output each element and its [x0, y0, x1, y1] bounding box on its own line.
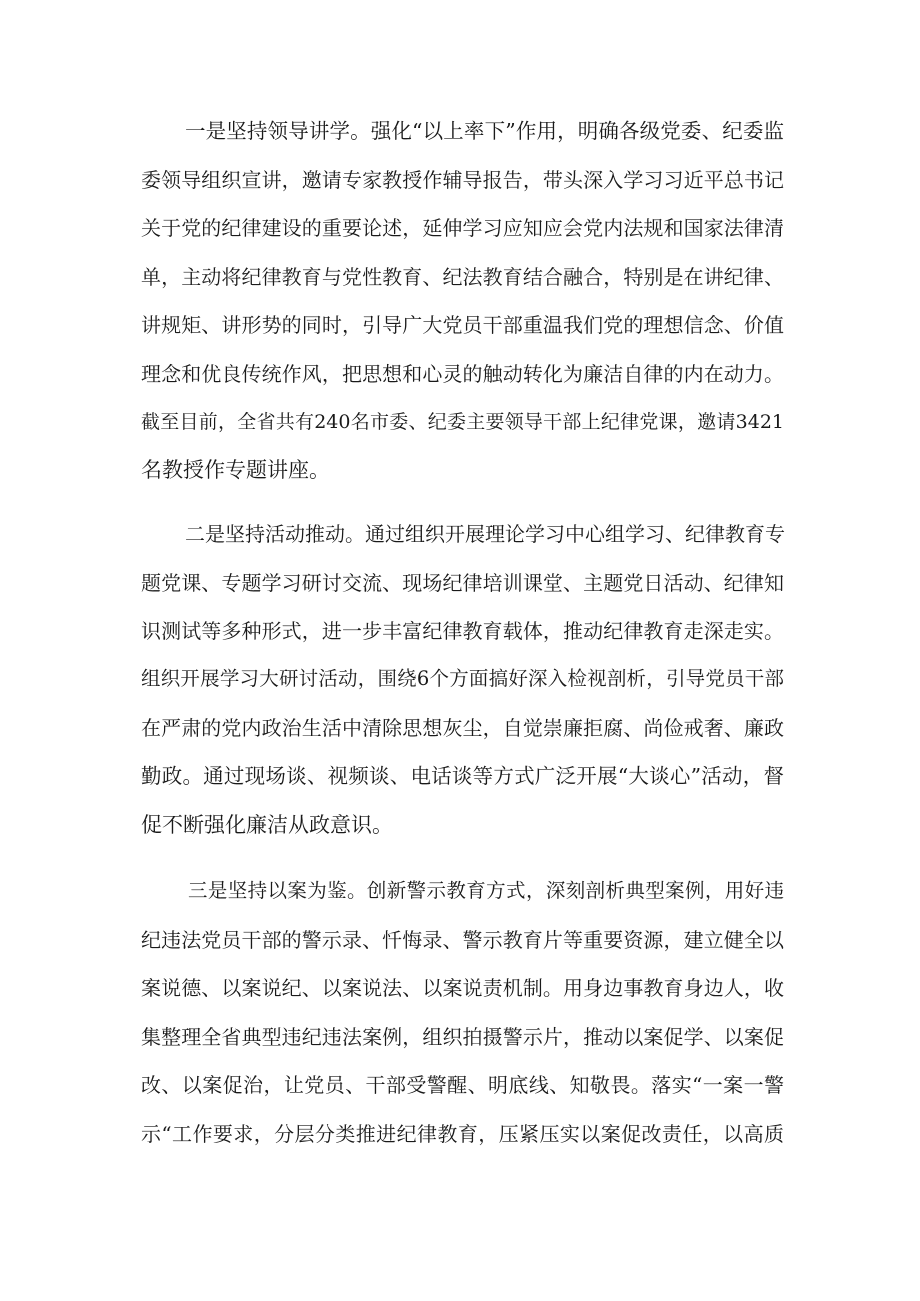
paragraph-line: 识测试等多种形式，进一步丰富纪律教育载体，推动纪律教育走深走实。 [141, 619, 784, 643]
paragraph-line: 组织开展学习大研讨活动，围绕6个方面搞好深入检视剖析，引导党员干部 [141, 667, 784, 690]
paragraph-line: 截至目前，全省共有240名市委、纪委主要领导干部上纪律党课，邀请3421 [141, 411, 784, 433]
paragraph-line: 示“工作要求，分层分类推进纪律教育，压紧压实以案促改责任，以高质 [141, 1122, 784, 1146]
paragraph-line: 二是坚持活动推动。通过组织开展理论学习中心组学习、纪律教育专 [185, 522, 785, 546]
paragraph-line: 促不断强化廉洁从政意识。 [141, 813, 393, 837]
paragraph-line: 名教授作专题讲座。 [141, 458, 330, 482]
paragraph-line: 委领导组织宣讲，邀请专家教授作辅导报告，带头深入学习习近平总书记 [141, 168, 784, 192]
paragraph-line: 改、以案促治，让党员、干部受警醒、明底线、知敬畏。落实“一案一警 [141, 1073, 784, 1097]
paragraph-line: 讲规矩、讲形势的同时，引导广大党员干部重温我们党的理想信念、价值 [141, 313, 784, 337]
paragraph-line: 三是坚持以案为鉴。创新警示教育方式，深刻剖析典型案例，用好违 [188, 879, 784, 902]
paragraph-line: 案说德、以案说纪、以案说法、以案说责机制。用身边事教育身边人，收 [141, 976, 784, 1000]
paragraph-line: 关于党的纪律建设的重要论述，延伸学习应知应会党内法规和国家法律清 [141, 216, 784, 240]
paragraph-line: 在严肃的党内政治生活中清除思想灰尘，自觉崇廉拒腐、尚俭戒奢、廉政 [141, 716, 784, 740]
paragraph-line: 理念和优良传统作风，把思想和心灵的触动转化为廉洁自律的内在动力。 [141, 362, 784, 386]
paragraph-line: 一是坚持领导讲学。强化“以上率下”作用，明确各级党委、纪委监 [185, 119, 784, 143]
paragraph-line: 集整理全省典型违纪违法案例，组织拍摄警示片，推动以案促学、以案促 [141, 1025, 784, 1049]
paragraph-line: 题党课、专题学习研讨交流、现场纪律培训课堂、主题党日活动、纪律知 [141, 571, 784, 595]
paragraph-line: 单，主动将纪律教育与党性教育、纪法教育结合融合，特别是在讲纪律、 [141, 265, 784, 289]
paragraph-line: 勤政。通过现场谈、视频谈、电话谈等方式广泛开展“大谈心”活动，督 [141, 764, 784, 788]
paragraph-line: 纪违法党员干部的警示录、忏悔录、警示教育片等重要资源，建立健全以 [141, 928, 784, 952]
